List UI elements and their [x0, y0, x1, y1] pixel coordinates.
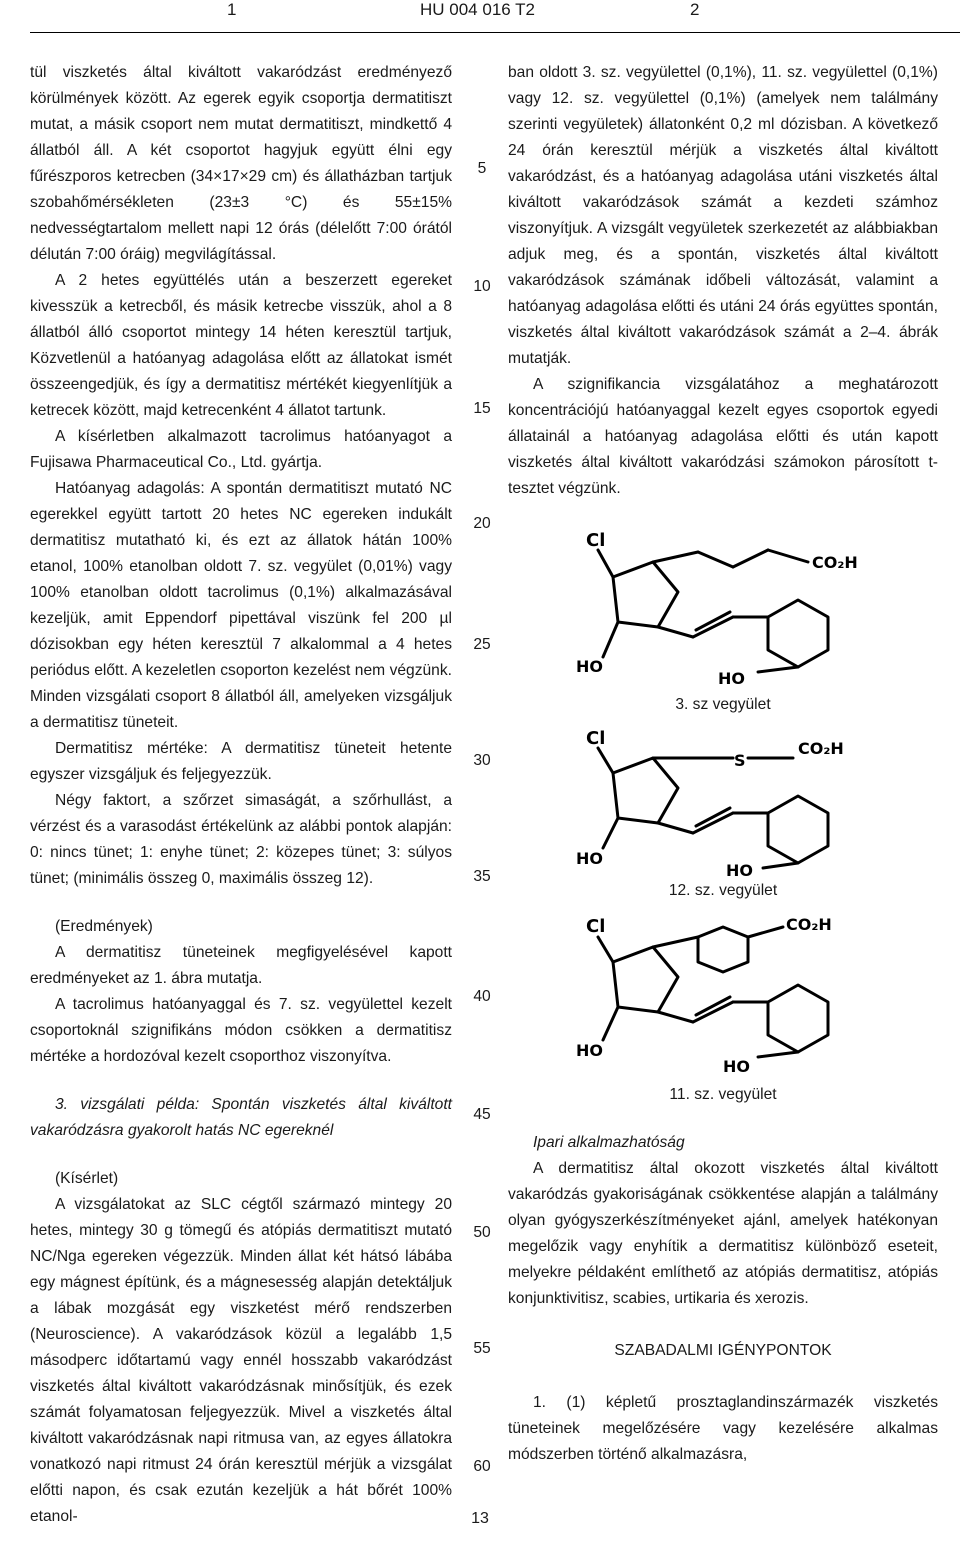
left-paragraph-8: A dermatitisz tüneteinek megfigyelésével kapott eredményeket az 1. ábra mutatja. [30, 944, 452, 987]
left-paragraph-1: tül viszketés által kiváltott vakaródzást eredményező körülmények között. Az egerek egyik csoportja dermatitiszt mutat, a másik csoport nem mutat dermatitiszt, mindkettő 4 állatból áll. A két csoportot hagyjuk együtt élni egy fűrészporos ketrecben (34×17×29 cm) és állatházban tartjuk szobahőmérsékleten (23±3 °C) és 55±15% nedvességtartalom mellett napi 12 órás (délelőtt 7:00 órától délután 7:00 óráig) megvilágítással. [30, 64, 452, 263]
carboxyl-label: CO₂H [786, 915, 832, 934]
right-paragraph-3: A dermatitisz által okozott viszketés által kiváltott vakaródzás gyakoriságának csökkentése alapján a találmány olyan gyógyszerkészítményeket ajánl, amelyek hatékonyan megelőzik vagy enyhítik a dermatitisz különböző eseteit, melyekre példaként említhető az atópiás dermatitisz, atópiás konjunktivitisz, scabies, urtikaria és xerozis. [508, 1160, 938, 1307]
left-paragraph-4: Hatóanyag adagolás: A spontán dermatitiszt mutató NC egerekkel együtt tartott 20 hetes NC egereken indukált dermatitisz mutatható ki, és ezt az állatok hátán 100% etanol, 100% etanolban oldott 7. sz. vegyület (0,01%) vagy 100% etanolban oldott tacrolimus (0,1%) alkalmazásával kezeljük, amit Eppendorf pipettával viszünk fel 200 µl dózisokban egy héten keresztül 7 alkalommal a 4 hetes periódus előtt. A kezeletlen csoporton kezelést nem végzünk. Minden vizsgálati csoport 8 állatból áll, amelyeken vizsgáljuk a dermatitisz tüneteit. [30, 480, 452, 731]
line-number: 60 [473, 1458, 491, 1475]
compound-11-caption: 11. sz. vegyület [669, 1086, 777, 1103]
structure-compound-12 [508, 728, 938, 904]
line-number: 10 [473, 278, 491, 295]
chlorine-label: Cl [586, 916, 606, 937]
line-number: 45 [473, 1106, 491, 1123]
claim-1: 1. (1) képletű prosztaglandinszármazék viszketés tüneteinek megelőzésére vagy kezelésére alkalmas módszerben történő alkalmazásra, [508, 1394, 938, 1463]
results-heading: (Eredmények) [54, 918, 153, 935]
carboxyl-label: CO₂H [812, 553, 858, 572]
industrial-applicability-heading: Ipari alkalmazhatóság [532, 1134, 685, 1151]
hydroxyl-label: HO [723, 1057, 750, 1076]
compound-12-caption: 12. sz. vegyület [668, 882, 778, 899]
footer-page-number: 13 [471, 1510, 489, 1527]
structure-compound-3-drawing [558, 522, 888, 692]
claims-heading: SZABADALMI IGÉNYPONTOK [614, 1342, 832, 1359]
chlorine-label: Cl [586, 728, 606, 749]
hydroxyl-label: HO [718, 669, 745, 688]
line-number: 15 [473, 400, 491, 417]
hydroxyl-label: HO [726, 861, 753, 878]
left-paragraph-2: A 2 hetes együttélés után a beszerzett egereket kivesszük a ketrecből, és másik ketrecbe visszük, ahol a 8 állatból álló csoportot mintegy 14 héten keresztül tartjuk, Közvetlenül a hatóanyag adagolása előtt az állatokat ismét összeengedjük, és így a dermatitisz mértékét kiegyenlítjük a ketrecek között, majd ketrecenként 4 állatot tartunk. [30, 272, 452, 419]
line-number: 30 [473, 752, 491, 769]
right-paragraph-2: A szignifikancia vizsgálatához a meghatározott koncentrációjú hatóanyaggal kezelt egyes csoportok egyedi állatainál a hatóanyag adagolása előtti és után kapott viszketés által kiváltott vakaródzási számokon párosított t-tesztet végzünk. [508, 376, 938, 497]
structure-compound-11 [508, 912, 938, 1108]
left-paragraph-3: A kísérletben alkalmazott tacrolimus hatóanyagot a Fujisawa Pharmaceutical Co., Ltd. gyártja. [30, 428, 452, 471]
right-column [508, 60, 938, 1468]
header-page-left: 1 [227, 0, 237, 19]
example-3-heading: 3. vizsgálati példa: Spontán viszketés által kiváltott vakaródzásra gyakorolt hatás NC egereknél [30, 1096, 452, 1139]
sulfur-label: S [734, 751, 746, 770]
line-number: 20 [473, 515, 491, 532]
line-number: 35 [473, 868, 491, 885]
structure-compound-3 [508, 522, 938, 718]
header-page-right: 2 [690, 0, 700, 19]
hydroxyl-label: HO [576, 1041, 603, 1060]
line-number: 25 [473, 636, 491, 653]
left-paragraph-5: Dermatitisz mértéke: A dermatitisz tüneteit hetente egyszer vizsgáljuk és feljegyezzük. [30, 740, 452, 783]
line-number: 55 [473, 1340, 491, 1357]
structure-compound-12-drawing [558, 728, 888, 878]
chlorine-label: Cl [586, 530, 606, 551]
experiment-heading: (Kísérlet) [54, 1170, 119, 1187]
compound-3-caption: 3. sz vegyület [675, 696, 771, 713]
header-title: HU 004 016 T2 [420, 0, 535, 19]
right-paragraph-1: ban oldott 3. sz. vegyülettel (0,1%), 11. sz. vegyülettel (0,1%) vagy 12. sz. vegyülettel (0,1%) (amelyek nem találmány szerinti vegyületek) állatonként 0,2 ml dózisban. A következő 24 órán keresztül mérjük a viszketés által kiváltott vakaródzást, és a hatóanyag adagolása utáni viszketés által kiváltott vakaródzások számát a kezdeti számhoz viszonyítjuk. A vizsgált vegyületek szerkezetét az alábbiakban adjuk meg, és a spontán, viszketés által kiváltott vakaródzások számának időbeli változását, valamint a hatóanyag adagolása előtti és utáni 24 órás együttes spontán, viszketés által kiváltott vakaródzások számát a 2–4. ábrák mutatják. [508, 64, 938, 367]
left-paragraph-9: A tacrolimus hatóanyaggal és 7. sz. vegyülettel kezelt csoportoknál szignifikáns módon csökken a dermatitisz mértéke a hordozóval kezelt csoporthoz viszonyítva. [30, 996, 452, 1065]
hydroxyl-label: HO [576, 849, 603, 868]
structure-compound-11-drawing [558, 912, 888, 1082]
left-paragraph-6: Négy faktort, a szőrzet simaságát, a szőrhullást, a vérzést és a varasodást értékelünk az alábbi pontok alapján: 0: nincs tünet; 1: enyhe tünet; 2: közepes tünet; 3: súlyos tünet; (minimális összeg 0, maximális összeg 12). [30, 792, 452, 887]
carboxyl-label: CO₂H [798, 739, 844, 758]
left-column [30, 60, 452, 1530]
line-number: 50 [473, 1224, 491, 1241]
header-rule [30, 32, 960, 33]
line-number: 40 [473, 988, 491, 1005]
left-paragraph-11: A vizsgálatokat az SLC cégtől származó mintegy 20 hetes, mintegy 30 g tömegű és atópiás dermatitiszt mutató NC/Nga egereken végezzük. Minden állat két hátsó lábába egy mágnest építünk, és a mágnesesség alapján detektáljuk a lábak mozgását egy viszketést mérő rendszerben (Neuroscience). A vakaródzások közül a legalább 1,5 másodperc időtartamú vagy ennél hosszabb vakaródzást viszketés által kiváltott vakaródzásnak minősítjük, és ezek számát folyamatosan feljegyezzük. Mivel a viszketés által kiváltott vakaródzásnak napi ritmusa van, az egyes állatokra vonatkozó napi ritmust 24 órán keresztül mérjük a vizsgálat előtti napon, és csak ezután kezeljük a hát bőrét 100% etanol- [30, 1196, 452, 1525]
hydroxyl-label: HO [576, 657, 603, 676]
line-number: 5 [477, 160, 487, 177]
